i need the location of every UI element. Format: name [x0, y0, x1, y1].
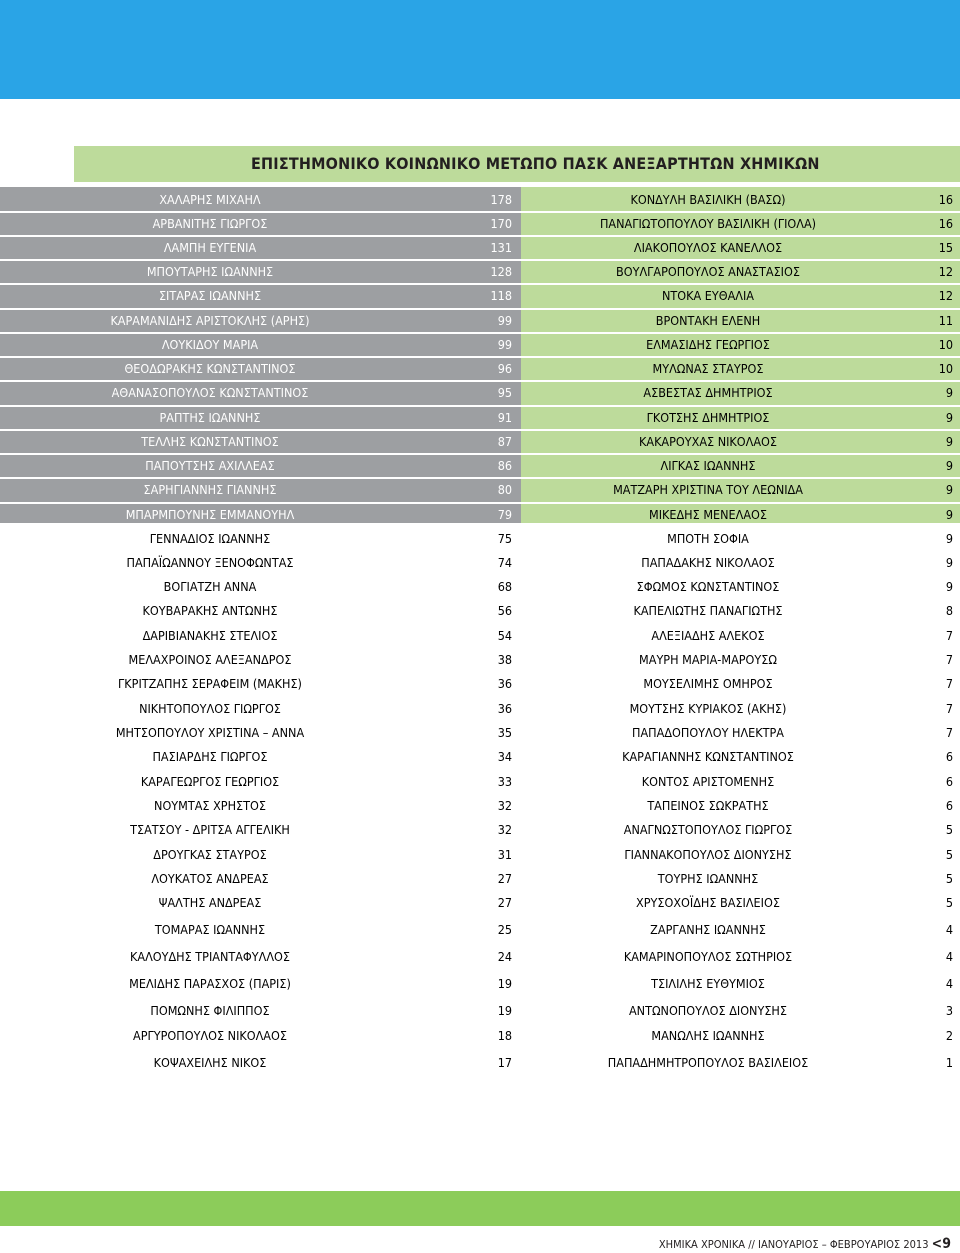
left-candidate-votes: 68: [497, 579, 512, 594]
left-candidate-name: ΧΑΛΑΡΗΣ ΜΙΧΑΗΛ: [159, 192, 261, 207]
right-candidate-name: ΛΙΑΚΟΠΟΥΛΟΣ ΚΑΝΕΛΛΟΣ: [633, 240, 783, 255]
table-row: [0, 999, 960, 1023]
left-candidate-name: ΜΠΟΥΤΑΡΗΣ ΙΩΑΝΝΗΣ: [146, 264, 274, 279]
right-candidate-name: ΓΙΑΝΝΑΚΟΠΟΥΛΟΣ ΔΙΟΝΥΣΗΣ: [624, 847, 792, 862]
right-candidate-name: ΚΑΠΕΛΙΩΤΗΣ ΠΑΝΑΓΙΩΤΗΣ: [633, 603, 783, 618]
table-row: [0, 624, 960, 648]
left-candidate-name: ΤΟΜΑΡΑΣ ΙΩΑΝΝΗΣ: [154, 922, 266, 937]
left-candidate-votes: 33: [497, 774, 512, 789]
right-candidate-name: ΚΑΡΑΓΙΑΝΝΗΣ ΚΩΝΣΤΑΝΤΙΝΟΣ: [622, 749, 794, 764]
right-candidate-votes: 7: [945, 676, 953, 691]
left-candidate-name: ΜΗΤΣΟΠΟΥΛΟΥ ΧΡΙΣΤΙΝΑ – ΑΝΝΑ: [115, 725, 305, 740]
left-candidate-name: ΤΣΑΤΣΟΥ - ΔΡΙΤΣΑ ΑΓΓΕΛΙΚΗ: [130, 822, 290, 837]
table-row: [0, 945, 960, 969]
table-row: [0, 697, 960, 721]
left-candidate-votes: 31: [497, 847, 512, 862]
left-candidate-votes: 131: [490, 240, 512, 255]
left-candidate-votes: 86: [497, 458, 512, 473]
table-row: [0, 527, 960, 551]
table-row: [0, 212, 960, 236]
right-candidate-votes: 9: [945, 579, 953, 594]
left-candidate-name: ΔΡΟΥΓΚΑΣ ΣΤΑΥΡΟΣ: [153, 847, 267, 862]
left-candidate-votes: 27: [497, 895, 512, 910]
right-candidate-votes: 9: [945, 531, 953, 546]
left-candidate-name: ΤΕΛΛΗΣ ΚΩΝΣΤΑΝΤΙΝΟΣ: [141, 434, 279, 449]
left-candidate-votes: 96: [497, 361, 512, 376]
left-candidate-name: ΝΟΥΜΤΑΣ ΧΡΗΣΤΟΣ: [154, 798, 266, 813]
table-row: [0, 284, 960, 308]
table-row: [0, 918, 960, 942]
right-candidate-votes: 9: [945, 458, 953, 473]
table-row: [0, 843, 960, 867]
left-candidate-name: ΠΟΜΩΝΗΣ ΦΙΛΙΠΠΟΣ: [150, 1003, 270, 1018]
left-candidate-name: ΒΟΓΙΑΤΖΗ ΑΝΝΑ: [163, 579, 257, 594]
table-row: [0, 770, 960, 794]
right-candidate-name: ΜΙΚΕΔΗΣ ΜΕΝΕΛΑΟΣ: [649, 507, 767, 522]
left-candidate-votes: 87: [497, 434, 512, 449]
left-candidate-name: ΚΑΡΑΜΑΝΙΔΗΣ ΑΡΙΣΤΟΚΛΗΣ (ΑΡΗΣ): [110, 313, 310, 328]
left-candidate-votes: 54: [497, 628, 512, 643]
left-candidate-name: ΚΑΡΑΓΕΩΡΓΟΣ ΓΕΩΡΓΙΟΣ: [140, 774, 280, 789]
table-row: [0, 430, 960, 454]
left-candidate-name: ΑΡΓΥΡΟΠΟΥΛΟΣ ΝΙΚΟΛΑΟΣ: [133, 1028, 287, 1043]
left-candidate-name: ΣΑΡΗΓΙΑΝΝΗΣ ΓΙΑΝΝΗΣ: [143, 482, 277, 497]
left-candidate-votes: 178: [490, 192, 512, 207]
table-row: [0, 745, 960, 769]
table-row: [0, 1024, 960, 1048]
right-candidate-name: ΜΟΥΤΣΗΣ ΚΥΡΙΑΚΟΣ (ΑΚΗΣ): [629, 701, 787, 716]
left-candidate-votes: 95: [497, 385, 512, 400]
right-candidate-name: ΑΛΕΞΙΑΔΗΣ ΑΛΕΚΟΣ: [651, 628, 765, 643]
left-candidate-name: ΠΑΠΑΪΩΑΝΝΟΥ ΞΕΝΟΦΩΝΤΑΣ: [126, 555, 294, 570]
left-candidate-votes: 91: [497, 410, 512, 425]
left-candidate-votes: 19: [497, 1003, 512, 1018]
right-candidate-votes: 2: [945, 1028, 953, 1043]
right-candidate-name: ΝΤΟΚΑ ΕΥΘΑΛΙΑ: [662, 288, 754, 303]
right-candidate-votes: 16: [938, 216, 953, 231]
left-candidate-votes: 75: [497, 531, 512, 546]
left-candidate-name: ΓΕΝΝΑΔΙΟΣ ΙΩΑΝΝΗΣ: [149, 531, 271, 546]
right-candidate-name: ΜΟΥΣΕΛΙΜΗΣ ΟΜΗΡΟΣ: [643, 676, 773, 691]
table-row: [0, 551, 960, 575]
left-candidate-votes: 18: [497, 1028, 512, 1043]
right-candidate-name: ΤΑΠΕΙΝΟΣ ΣΩΚΡΑΤΗΣ: [647, 798, 769, 813]
right-candidate-name: ΣΦΩΜΟΣ ΚΩΝΣΤΑΝΤΙΝΟΣ: [636, 579, 780, 594]
right-candidate-votes: 15: [938, 240, 953, 255]
right-candidate-votes: 6: [945, 749, 953, 764]
left-candidate-name: ΜΕΛΙΔΗΣ ΠΑΡΑΣΧΟΣ (ΠΑΡΙΣ): [129, 976, 291, 991]
table-row: [0, 972, 960, 996]
right-candidate-votes: 4: [945, 976, 953, 991]
left-candidate-name: ΠΑΣΙΑΡΔΗΣ ΓΙΩΡΓΟΣ: [152, 749, 268, 764]
left-candidate-votes: 118: [490, 288, 512, 303]
right-candidate-votes: 5: [945, 871, 953, 886]
right-candidate-votes: 9: [945, 555, 953, 570]
table-row: [0, 721, 960, 745]
right-candidate-name: ΒΡΟΝΤΑΚΗ ΕΛΕΝΗ: [655, 313, 761, 328]
left-candidate-votes: 25: [497, 922, 512, 937]
right-candidate-votes: 1: [945, 1055, 953, 1070]
left-candidate-name: ΚΟΥΒΑΡΑΚΗΣ ΑΝΤΩΝΗΣ: [142, 603, 278, 618]
right-candidate-name: ΒΟΥΛΓΑΡΟΠΟΥΛΟΣ ΑΝΑΣΤΑΣΙΟΣ: [616, 264, 800, 279]
left-candidate-name: ΡΑΠΤΗΣ ΙΩΑΝΝΗΣ: [159, 410, 261, 425]
left-candidate-votes: 36: [497, 676, 512, 691]
right-candidate-name: ΠΑΠΑΔΑΚΗΣ ΝΙΚΟΛΑΟΣ: [641, 555, 775, 570]
left-candidate-votes: 27: [497, 871, 512, 886]
left-candidate-name: ΓΚΡΙΤΖΑΠΗΣ ΣΕΡΑΦΕΙΜ (ΜΑΚΗΣ): [118, 676, 302, 691]
right-candidate-votes: 7: [945, 652, 953, 667]
left-candidate-votes: 128: [490, 264, 512, 279]
page-footer: [659, 1236, 951, 1252]
table-row: [0, 406, 960, 430]
left-candidate-votes: 170: [490, 216, 512, 231]
right-candidate-name: ΜΑΥΡΗ ΜΑΡΙΑ-ΜΑΡΟΥΣΩ: [639, 652, 777, 667]
right-candidate-votes: 9: [945, 434, 953, 449]
right-candidate-votes: 9: [945, 507, 953, 522]
left-candidate-votes: 99: [497, 337, 512, 352]
right-candidate-votes: 3: [945, 1003, 953, 1018]
right-candidate-votes: 8: [945, 603, 953, 618]
left-candidate-votes: 17: [497, 1055, 512, 1070]
table-row: [0, 333, 960, 357]
left-candidate-votes: 36: [497, 701, 512, 716]
left-candidate-votes: 32: [497, 798, 512, 813]
right-candidate-name: ΚΟΝΔΥΛΗ ΒΑΣΙΛΙΚΗ (ΒΑΣΩ): [630, 192, 786, 207]
left-candidate-name: ΚΑΛΟΥΔΗΣ ΤΡΙΑΝΤΑΦΥΛΛΟΣ: [130, 949, 290, 964]
right-candidate-name: ΚΑΜΑΡΙΝΟΠΟΥΛΟΣ ΣΩΤΗΡΙΟΣ: [623, 949, 793, 964]
left-candidate-name: ΑΡΒΑΝΙΤΗΣ ΓΙΩΡΓΟΣ: [152, 216, 268, 231]
left-candidate-name: ΠΑΠΟΥΤΣΗΣ ΑΧΙΛΛΕΑΣ: [145, 458, 275, 473]
left-candidate-votes: 99: [497, 313, 512, 328]
page-title: ΕΠΙΣΤΗΜΟΝΙΚΟ ΚΟΙΝΩΝΙΚΟ ΜΕΤΩΠΟ ΠΑΣΚ ΑΝΕΞΑΡΤΗΤΩΝ ΧΗΜΙΚΩΝ: [251, 154, 820, 173]
table-row: [0, 478, 960, 502]
left-candidate-name: ΔΑΡΙΒΙΑΝΑΚΗΣ ΣΤΕΛΙΟΣ: [142, 628, 278, 643]
table-row: [0, 648, 960, 672]
right-candidate-votes: 6: [945, 774, 953, 789]
right-candidate-name: ΑΝΤΩΝΟΠΟΥΛΟΣ ΔΙΟΝΥΣΗΣ: [628, 1003, 787, 1018]
footer-text: ΧΗΜΙΚΑ ΧΡΟΝΙΚΑ // ΙΑΝΟΥΑΡΙΟΣ – ΦΕΒΡΟΥΑΡΙΟΣ 2013: [658, 1238, 929, 1251]
right-candidate-votes: 7: [945, 725, 953, 740]
left-candidate-votes: 19: [497, 976, 512, 991]
left-candidate-name: ΛΟΥΚΑΤΟΣ ΑΝΔΡΕΑΣ: [151, 871, 269, 886]
table-row: [0, 357, 960, 381]
right-candidate-votes: 4: [945, 949, 953, 964]
right-candidate-name: ΜΠΟΤΗ ΣΟΦΙΑ: [667, 531, 749, 546]
left-candidate-name: ΛΑΜΠΗ ΕΥΓΕΝΙΑ: [163, 240, 257, 255]
left-candidate-name: ΜΕΛΑΧΡΟΙΝΟΣ ΑΛΕΞΑΝΔΡΟΣ: [128, 652, 292, 667]
right-candidate-name: ΖΑΡΓΑΝΗΣ ΙΩΑΝΝΗΣ: [650, 922, 766, 937]
right-candidate-name: ΑΝΑΓΝΩΣΤΟΠΟΥΛΟΣ ΓΙΩΡΓΟΣ: [623, 822, 793, 837]
right-candidate-name: ΠΑΠΑΔΟΠΟΥΛΟΥ ΗΛΕΚΤΡΑ: [632, 725, 784, 740]
left-candidate-votes: 32: [497, 822, 512, 837]
table-row: [0, 1051, 960, 1075]
left-candidate-votes: 56: [497, 603, 512, 618]
right-candidate-name: ΛΙΓΚΑΣ ΙΩΑΝΝΗΣ: [660, 458, 756, 473]
right-candidate-name: ΜΑΝΩΛΗΣ ΙΩΑΝΝΗΣ: [651, 1028, 765, 1043]
right-candidate-name: ΚΟΝΤΟΣ ΑΡΙΣΤΟΜΕΝΗΣ: [641, 774, 775, 789]
left-candidate-name: ΛΟΥΚΙΔΟΥ ΜΑΡΙΑ: [161, 337, 259, 352]
right-candidate-name: ΜΑΤΖΑΡΗ ΧΡΙΣΤΙΝΑ ΤΟΥ ΛΕΩΝΙΔΑ: [613, 482, 803, 497]
right-candidate-votes: 12: [938, 288, 953, 303]
right-candidate-votes: 10: [938, 361, 953, 376]
table-row: [0, 503, 960, 527]
left-candidate-name: ΘΕΟΔΩΡΑΚΗΣ ΚΩΝΣΤΑΝΤΙΝΟΣ: [124, 361, 296, 376]
table-row: [0, 575, 960, 599]
right-candidate-name: ΠΑΝΑΓΙΩΤΟΠΟΥΛΟΥ ΒΑΣΙΛΙΚΗ (ΓΙΟΛΑ): [599, 216, 817, 231]
bottom-color-bar: [0, 1191, 960, 1226]
left-candidate-name: ΜΠΑΡΜΠΟΥΝΗΣ ΕΜΜΑΝΟΥΗΛ: [125, 507, 295, 522]
left-candidate-votes: 24: [497, 949, 512, 964]
table-row: [0, 818, 960, 842]
table-row: [0, 260, 960, 284]
left-candidate-votes: 35: [497, 725, 512, 740]
left-candidate-votes: 74: [497, 555, 512, 570]
page-number: <9: [931, 1236, 951, 1252]
table-row: [0, 236, 960, 260]
table-row: [0, 891, 960, 915]
right-candidate-votes: 4: [945, 922, 953, 937]
right-candidate-votes: 7: [945, 701, 953, 716]
right-candidate-votes: 6: [945, 798, 953, 813]
right-candidate-name: ΤΟΥΡΗΣ ΙΩΑΝΝΗΣ: [657, 871, 759, 886]
table-row: [0, 599, 960, 623]
left-candidate-votes: 34: [497, 749, 512, 764]
right-candidate-votes: 10: [938, 337, 953, 352]
table-row: [0, 381, 960, 405]
right-candidate-votes: 7: [945, 628, 953, 643]
left-candidate-votes: 38: [497, 652, 512, 667]
right-candidate-name: ΓΚΟΤΣΗΣ ΔΗΜΗΤΡΙΟΣ: [646, 410, 770, 425]
left-candidate-name: ΝΙΚΗΤΟΠΟΥΛΟΣ ΓΙΩΡΓΟΣ: [139, 701, 281, 716]
right-candidate-votes: 9: [945, 410, 953, 425]
left-candidate-votes: 79: [497, 507, 512, 522]
right-candidate-votes: 5: [945, 895, 953, 910]
right-candidate-votes: 12: [938, 264, 953, 279]
right-candidate-name: ΠΑΠΑΔΗΜΗΤΡΟΠΟΥΛΟΣ ΒΑΣΙΛΕΙΟΣ: [607, 1055, 809, 1070]
left-candidate-name: ΨΑΛΤΗΣ ΑΝΔΡΕΑΣ: [158, 895, 262, 910]
table-row: [0, 309, 960, 333]
right-candidate-votes: 9: [945, 482, 953, 497]
left-candidate-name: ΑΘΑΝΑΣΟΠΟΥΛΟΣ ΚΩΝΣΤΑΝΤΙΝΟΣ: [111, 385, 309, 400]
right-candidate-name: ΚΑΚΑΡΟΥΧΑΣ ΝΙΚΟΛΑΟΣ: [639, 434, 777, 449]
right-candidate-name: ΤΣΙΛΙΛΗΣ ΕΥΘΥΜΙΟΣ: [651, 976, 765, 991]
right-candidate-name: ΧΡΥΣΟΧΟΪΔΗΣ ΒΑΣΙΛΕΙΟΣ: [636, 895, 780, 910]
table-row: [0, 672, 960, 696]
table-row: [0, 794, 960, 818]
top-color-bar: [0, 0, 960, 99]
right-candidate-votes: 9: [945, 385, 953, 400]
right-candidate-votes: 5: [945, 822, 953, 837]
right-candidate-name: ΑΣΒΕΣΤΑΣ ΔΗΜΗΤΡΙΟΣ: [643, 385, 773, 400]
left-candidate-name: ΣΙΤΑΡΑΣ ΙΩΑΝΝΗΣ: [158, 288, 262, 303]
right-candidate-votes: 5: [945, 847, 953, 862]
left-candidate-name: ΚΟΨΑΧΕΙΛΗΣ ΝΙΚΟΣ: [153, 1055, 267, 1070]
table-row: [0, 188, 960, 212]
right-candidate-name: ΕΛΜΑΣΙΔΗΣ ΓΕΩΡΓΙΟΣ: [646, 337, 770, 352]
right-candidate-votes: 11: [938, 313, 953, 328]
left-candidate-votes: 80: [497, 482, 512, 497]
right-candidate-votes: 16: [938, 192, 953, 207]
table-row: [0, 454, 960, 478]
right-candidate-name: ΜΥΛΩΝΑΣ ΣΤΑΥΡΟΣ: [652, 361, 764, 376]
table-row: [0, 867, 960, 891]
